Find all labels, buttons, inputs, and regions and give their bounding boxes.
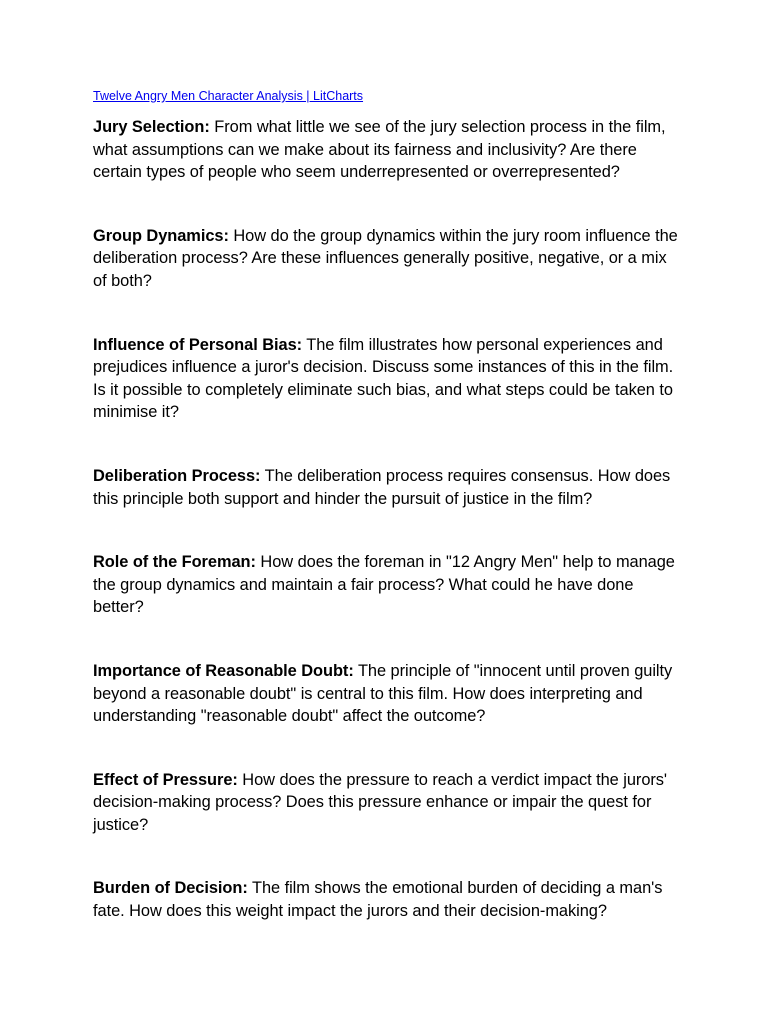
- litcharts-link[interactable]: Twelve Angry Men Character Analysis | LitCharts: [93, 89, 364, 103]
- question-term: Deliberation Process:: [93, 466, 261, 485]
- question-term: Jury Selection:: [93, 118, 210, 136]
- question-term: Group Dynamics:: [93, 226, 229, 245]
- question-burden-of-decision: [93, 877, 678, 922]
- question-personal-bias: [93, 334, 678, 424]
- question-effect-of-pressure: [93, 769, 678, 837]
- question-term: Burden of Decision:: [93, 879, 248, 898]
- question-role-of-foreman: [93, 551, 678, 619]
- question-term: Effect of Pressure:: [93, 770, 238, 789]
- question-text: The film shows the emotional burden of deciding a man's fate. How does this weight impact the jurors and their decision-making?: [93, 879, 663, 921]
- question-text: From what little we see of the jury selection process in the film, what assumptions can we make about its fairness and inclusivity? Are there certain types of people who seem underrepresented or overrepresented?: [93, 118, 666, 182]
- question-text: The principle of "innocent until proven guilty beyond a reasonable doubt" is central to this film. How does interpreting and understanding "reasonable doubt" affect the outcome?: [93, 661, 673, 726]
- question-group-dynamics: [93, 225, 678, 293]
- question-text: How does the pressure to reach a verdict impact the jurors' decision-making process? Does this pressure enhance or impair the quest for justice?: [93, 770, 668, 834]
- question-text: The film illustrates how personal experiences and prejudices influence a juror's decision. Discuss some instances of this in the film. Is it possible to completely eliminate such bias, and what steps could be taken to minimise it?: [93, 335, 674, 422]
- question-jury-selection: [93, 116, 678, 184]
- question-term: Importance of Reasonable Doubt:: [93, 661, 354, 680]
- question-reasonable-doubt: [93, 660, 678, 728]
- question-text: The deliberation process requires consensus. How does this principle both support and hinder the pursuit of justice in the film?: [93, 466, 671, 508]
- question-term: Influence of Personal Bias:: [93, 335, 303, 354]
- question-deliberation-process: [93, 465, 678, 510]
- document-page: [93, 87, 678, 964]
- question-text: How does the foreman in "12 Angry Men" help to manage the group dynamics and maintain a fair process? What could he have done better?: [93, 553, 675, 617]
- question-text: How do the group dynamics within the jury room influence the deliberation process? Are these influences generally positive, negative, or a mix of both?: [93, 226, 678, 290]
- question-term: Role of the Foreman:: [93, 553, 256, 572]
